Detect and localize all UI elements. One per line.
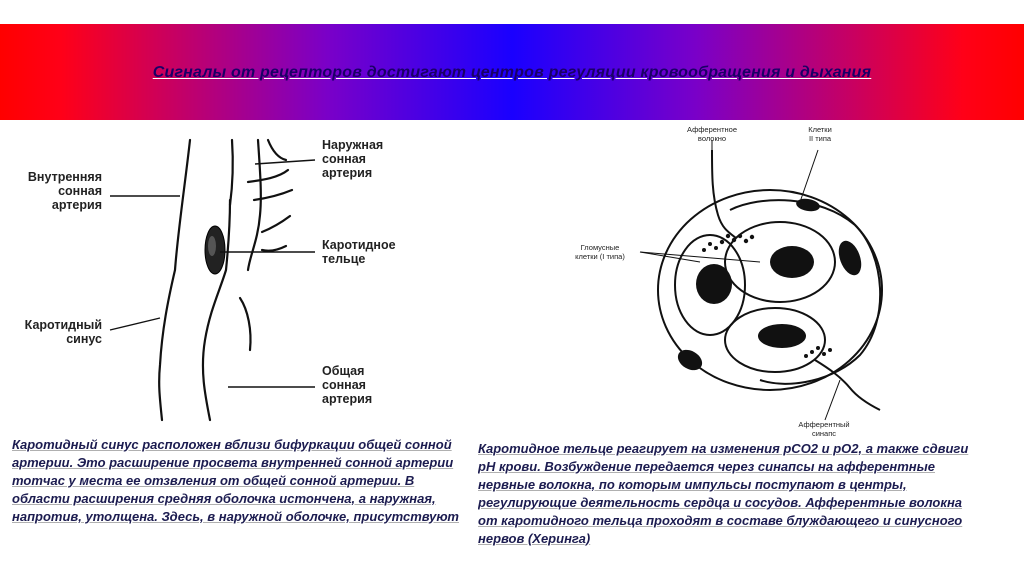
left-paragraph: Каротидный синус расположен вблизи бифуркации общей сонной артерии. Это расширение просвета внутренней сонной артерии тотчас у места ее отзвления от общей сонной артерии. В области расширения средняя оболочка истончена, а наружная, напротив, утолщена. Здесь, в наружной оболочке, присутствуют (12, 437, 459, 524)
nucleus-top (770, 246, 814, 278)
afferent-fiber-top (712, 150, 736, 238)
leader-glomus-1 (640, 252, 700, 262)
label-external-carotid: Наружная сонная артерия (322, 138, 384, 180)
leader-type2 (800, 150, 818, 202)
label-type2-cells: Клетки II типа (808, 125, 832, 143)
nucleus-type2-right (834, 238, 865, 279)
label-afferent-synapse: Афферентный синапс (798, 420, 850, 438)
label-afferent-fiber: Афферентное волокно (686, 125, 737, 143)
label-common-carotid: Общая сонная артерия (322, 364, 373, 406)
leader-glomus-2 (640, 252, 760, 262)
label-glomus-cells: Гломусные клетки (I типа) (575, 243, 625, 261)
right-paragraph: Каротидное тельце реагирует на изменения pCO2 и pO2, а также сдвиги pH крови. Возбуждение передается через синапсы на афферентные нервные волокна, по которым импульсы поступают в центры, регулирующие деятельность сердца и сосудов. Афферентные волокна от каротидного тельца проходят в составе блуждающего и синусного нервов (Херинга) (478, 441, 969, 546)
label-carotid-sinus: Каротидный синус (24, 318, 102, 346)
nucleus-left (696, 264, 732, 304)
label-internal-carotid: Внутренняя сонная артерия (27, 170, 102, 212)
nucleus-bottom (758, 324, 806, 348)
afferent-fiber-bottom (815, 360, 880, 410)
leader-synapse (825, 380, 840, 420)
slide-title: Сигналы от рецепторов достигают центров регуляции кровообращения и дыхания (152, 64, 872, 81)
label-carotid-body: Каротидное тельце (322, 238, 396, 266)
